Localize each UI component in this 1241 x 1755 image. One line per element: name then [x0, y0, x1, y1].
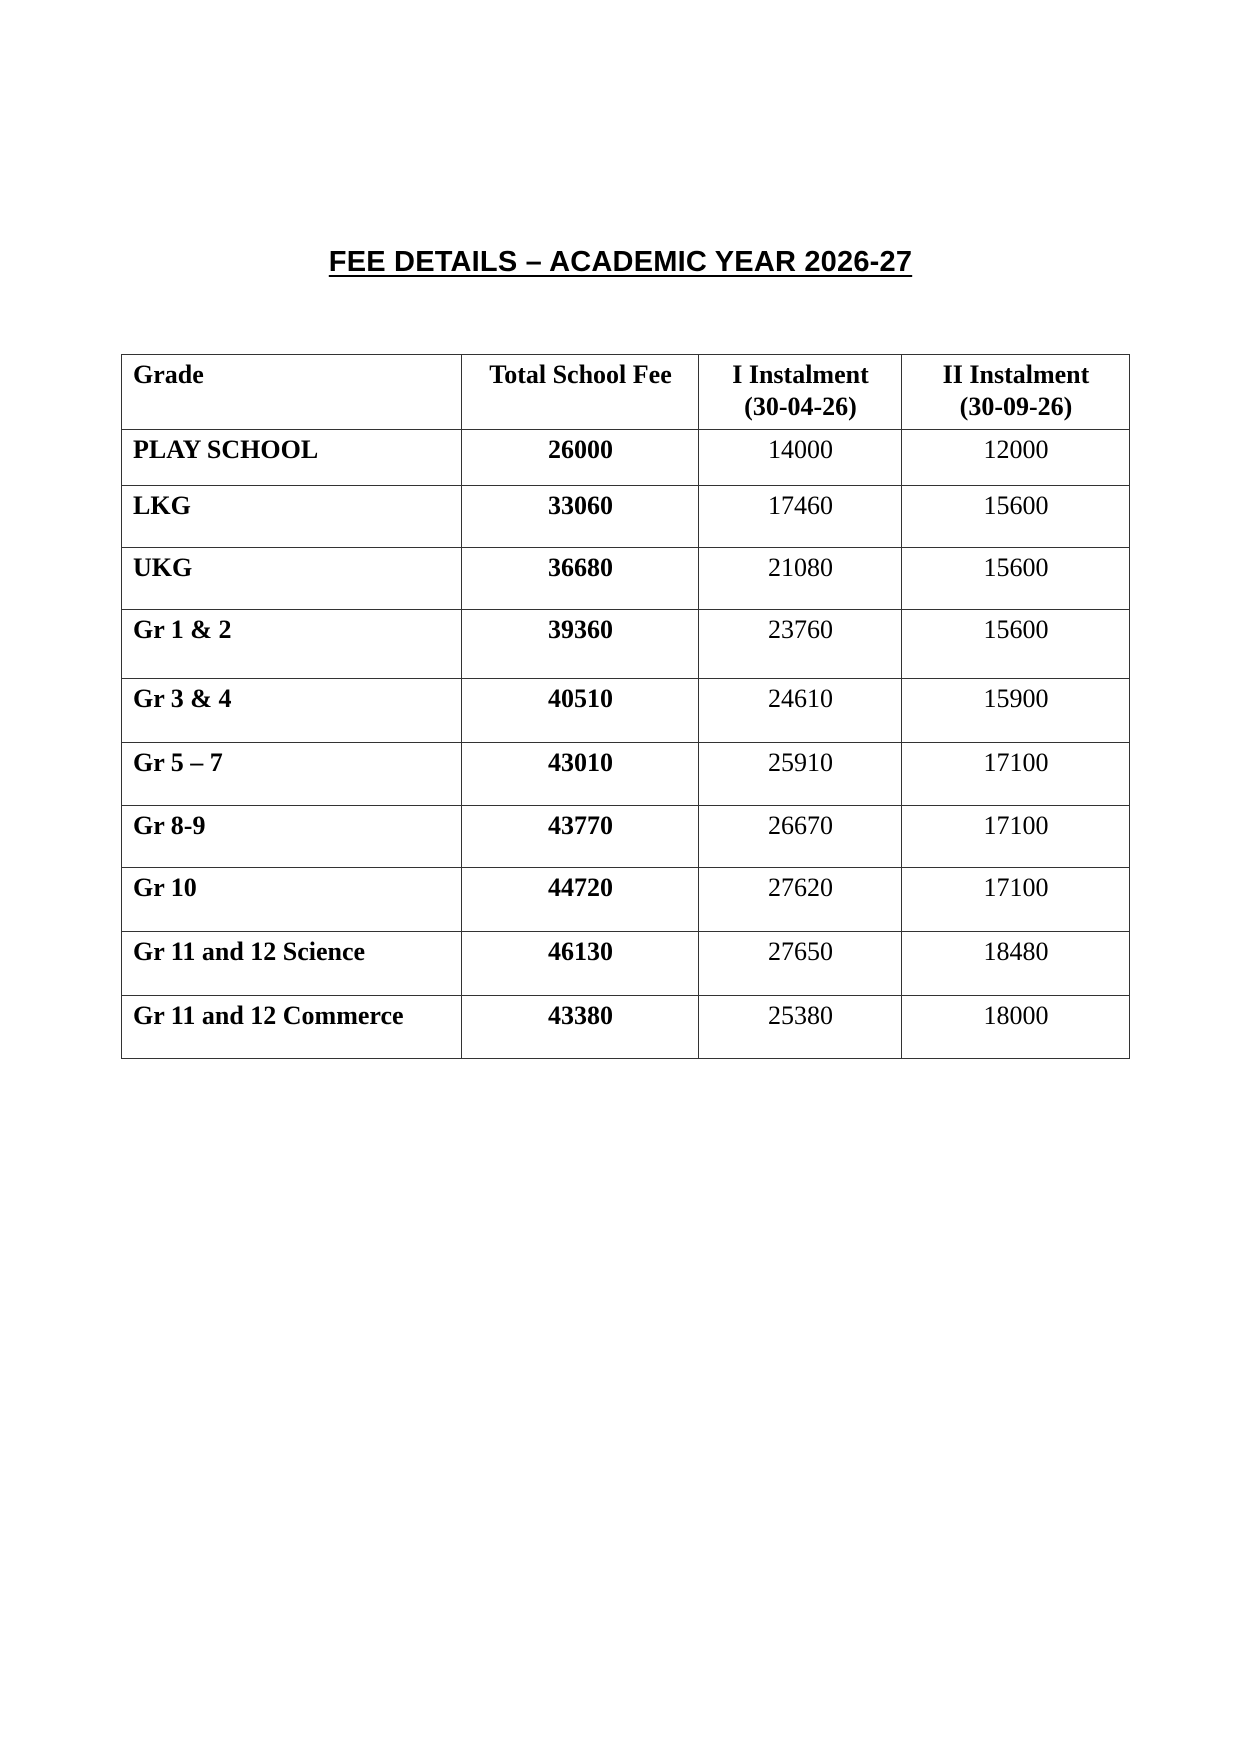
- header-first-instalment-label: I Instalment: [732, 360, 869, 389]
- table-row: [122, 932, 1130, 996]
- second-instalment-cell: 18000: [902, 996, 1130, 1059]
- total-fee-cell: 46130: [462, 932, 699, 996]
- first-instalment-cell: 17460: [699, 486, 902, 548]
- second-instalment-cell: 12000: [902, 430, 1130, 486]
- grade-cell: UKG: [122, 548, 462, 610]
- first-instalment-cell: 25910: [699, 743, 902, 806]
- total-fee-cell: 39360: [462, 610, 699, 679]
- table-row: [122, 743, 1130, 806]
- second-instalment-cell: 15600: [902, 610, 1130, 679]
- page-title-text: FEE DETAILS – ACADEMIC YEAR 2026-27: [328, 246, 913, 278]
- header-first-instalment: [699, 355, 902, 430]
- fee-table: [121, 354, 1130, 1059]
- total-fee-cell: 33060: [462, 486, 699, 548]
- header-grade: Grade: [122, 355, 462, 430]
- first-instalment-cell: 21080: [699, 548, 902, 610]
- first-instalment-cell: 25380: [699, 996, 902, 1059]
- first-instalment-cell: 27650: [699, 932, 902, 996]
- table-row: [122, 430, 1130, 486]
- grade-cell: Gr 11 and 12 Commerce: [122, 996, 462, 1059]
- first-instalment-cell: 27620: [699, 868, 902, 932]
- table-row: [122, 548, 1130, 610]
- header-first-instalment-date: (30-04-26): [744, 392, 857, 421]
- total-fee-cell: 44720: [462, 868, 699, 932]
- total-fee-cell: 43380: [462, 996, 699, 1059]
- header-second-instalment-date: (30-09-26): [959, 392, 1073, 421]
- header-second-instalment: [902, 355, 1130, 430]
- page-title: [0, 244, 1241, 280]
- grade-cell: LKG: [122, 486, 462, 548]
- second-instalment-cell: 17100: [902, 806, 1130, 868]
- second-instalment-cell: 17100: [902, 868, 1130, 932]
- table-row: [122, 486, 1130, 548]
- first-instalment-cell: 23760: [699, 610, 902, 679]
- second-instalment-cell: 15900: [902, 679, 1130, 743]
- second-instalment-cell: 15600: [902, 486, 1130, 548]
- second-instalment-cell: 15600: [902, 548, 1130, 610]
- table-row: [122, 996, 1130, 1059]
- header-total-school-fee: Total School Fee: [462, 355, 699, 430]
- grade-cell: Gr 3 & 4: [122, 679, 462, 743]
- table-row: [122, 679, 1130, 743]
- second-instalment-cell: 18480: [902, 932, 1130, 996]
- grade-cell: Gr 10: [122, 868, 462, 932]
- first-instalment-cell: 14000: [699, 430, 902, 486]
- first-instalment-cell: 26670: [699, 806, 902, 868]
- grade-cell: Gr 11 and 12 Science: [122, 932, 462, 996]
- grade-cell: Gr 8-9: [122, 806, 462, 868]
- fee-table-header-row: [122, 355, 1130, 430]
- grade-cell: Gr 5 – 7: [122, 743, 462, 806]
- table-row: [122, 868, 1130, 932]
- total-fee-cell: 36680: [462, 548, 699, 610]
- header-second-instalment-label: II Instalment: [942, 360, 1090, 389]
- first-instalment-cell: 24610: [699, 679, 902, 743]
- total-fee-cell: 43010: [462, 743, 699, 806]
- grade-cell: Gr 1 & 2: [122, 610, 462, 679]
- grade-cell: PLAY SCHOOL: [122, 430, 462, 486]
- table-row: [122, 806, 1130, 868]
- total-fee-cell: 43770: [462, 806, 699, 868]
- total-fee-cell: 26000: [462, 430, 699, 486]
- second-instalment-cell: 17100: [902, 743, 1130, 806]
- table-row: [122, 610, 1130, 679]
- total-fee-cell: 40510: [462, 679, 699, 743]
